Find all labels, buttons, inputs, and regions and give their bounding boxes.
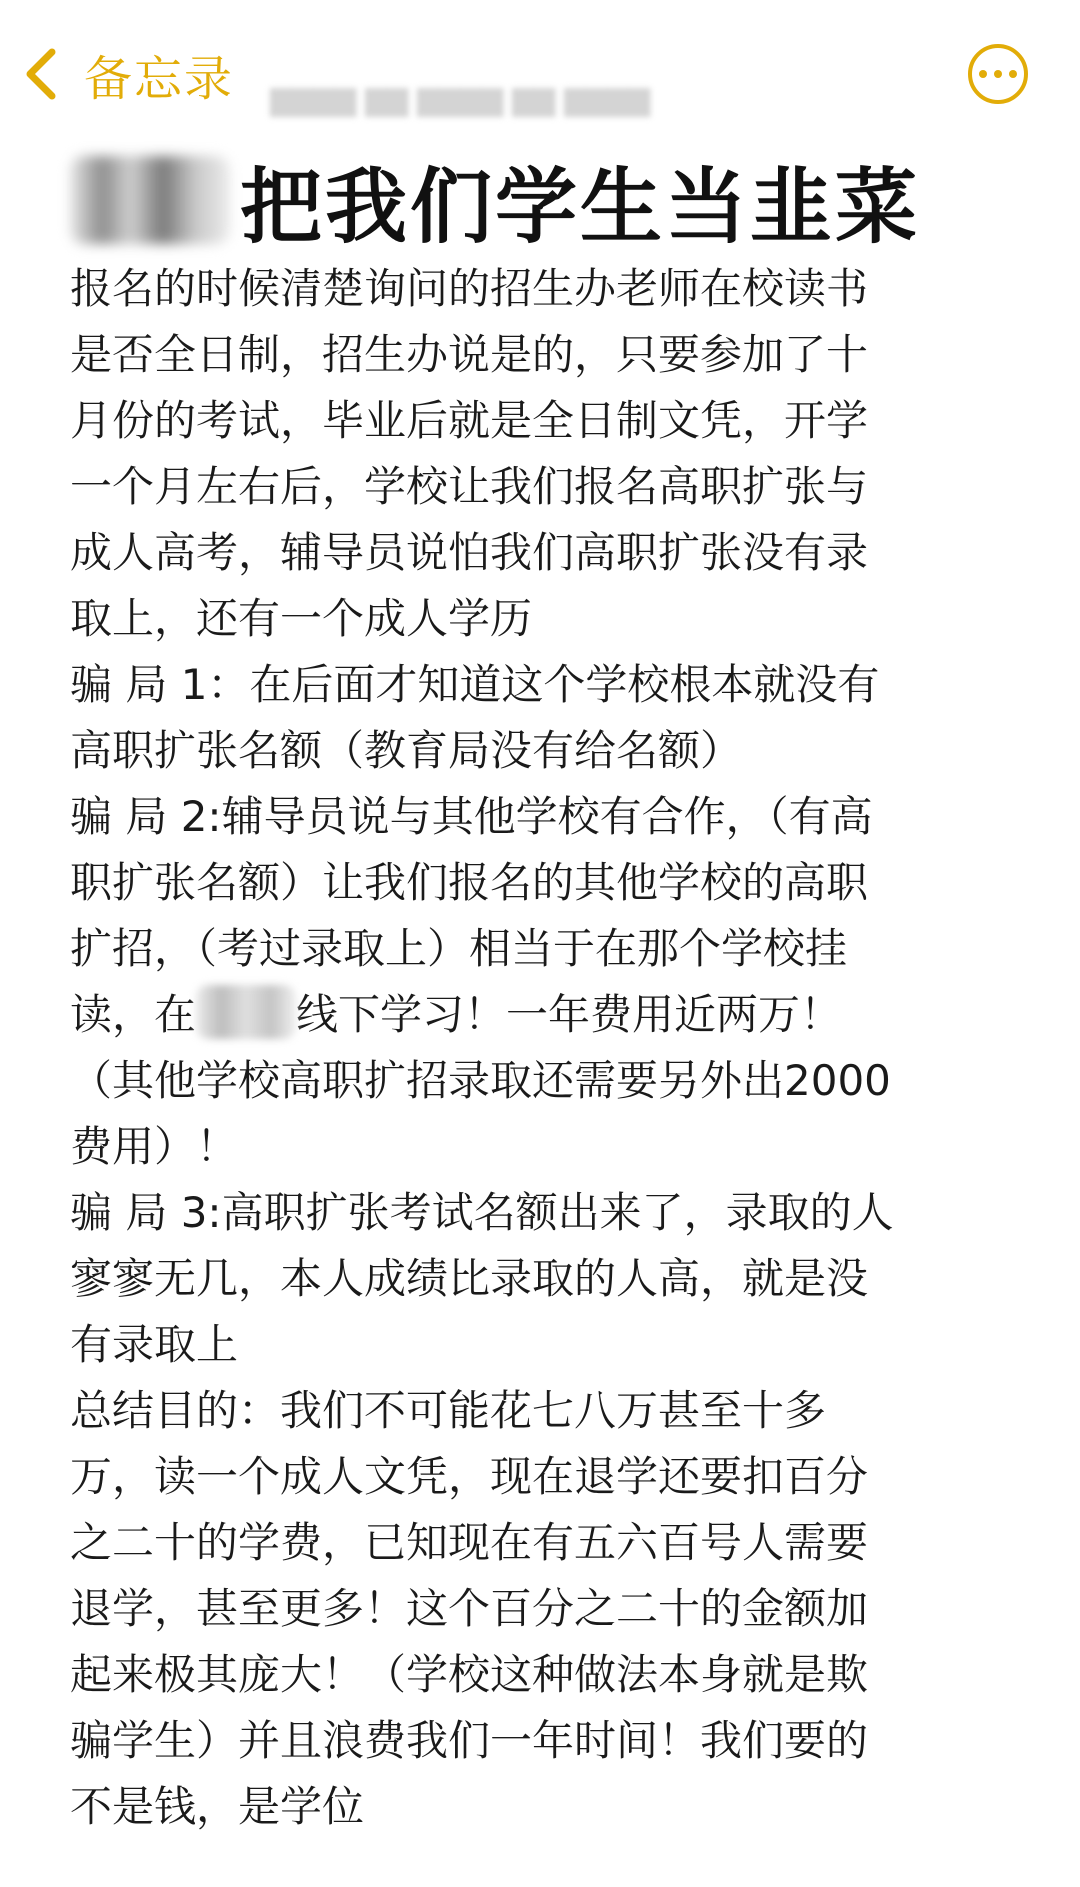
ellipsis-dot: [994, 70, 1002, 78]
note-title: 把我们学生当韭菜: [240, 159, 921, 255]
note-line: 骗 局 2:辅导员说与其他学校有合作，（有高: [70, 792, 873, 841]
note-line: 不是钱，是学位: [70, 1782, 365, 1831]
note-line: 职扩张名额）让我们报名的其他学校的高职: [70, 858, 869, 907]
back-label: 备忘录: [84, 50, 235, 107]
redacted-school-name: [70, 156, 230, 244]
note-line-with-redaction: [70, 982, 1030, 1048]
note-line: 骗学生）并且浪费我们一年时间！我们要的: [70, 1716, 869, 1765]
note-line: 高职扩张名额（教育局没有给名额）: [70, 726, 743, 775]
more-options-button[interactable]: [968, 44, 1028, 104]
note-line: 是否全日制，招生办说是的，只要参加了十: [70, 330, 869, 379]
note-line: 成人高考，辅导员说怕我们高职扩张没有录: [70, 528, 869, 577]
ellipsis-dot: [1009, 70, 1017, 78]
note-line: 费用）！: [70, 1122, 239, 1171]
note-line: 寥寥无几，本人成绩比录取的人高，就是没: [70, 1254, 869, 1303]
redacted-location: [196, 985, 296, 1039]
note-line: 有录取上: [70, 1320, 239, 1369]
note-line: 扩招，（考过录取上）相当于在那个学校挂: [70, 924, 848, 973]
blurred-date-line: ▇▇▇▇ ▇▇ ▇▇▇▇ ▇▇ ▇▇▇▇: [270, 84, 651, 117]
back-button[interactable]: [22, 42, 234, 106]
note-line: 之二十的学费，已知现在有五六百号人需要: [70, 1518, 869, 1567]
note-line: 起来极其庞大！（学校这种做法本身就是欺: [70, 1650, 869, 1699]
note-line: 退学，甚至更多！这个百分之二十的金额加: [70, 1584, 869, 1633]
note-line: 骗 局 1：在后面才知道这个学校根本就没有: [70, 660, 880, 709]
note-line: 骗 局 3:高职扩张考试名额出来了，录取的人: [70, 1188, 894, 1237]
note-body[interactable]: [70, 256, 1030, 1840]
ellipsis-circle-icon: [979, 70, 987, 78]
note-line: 一个月左右后，学校让我们报名高职扩张与: [70, 462, 869, 511]
note-line: 报名的时候清楚询问的招生办老师在校读书: [70, 264, 869, 313]
note-line: 万，读一个成人文凭，现在退学还要扣百分: [70, 1452, 869, 1501]
note-line: 取上，还有一个成人学历: [70, 594, 533, 643]
note-line-segment: 读，在: [70, 990, 197, 1039]
note-line-segment: 线下学习！一年费用近两万！: [296, 990, 843, 1039]
note-title-row: [70, 150, 921, 255]
chevron-left-icon: [22, 44, 62, 104]
note-line: （其他学校高职扩招录取还需要另外出2000: [70, 1056, 891, 1105]
note-line: 总结目的：我们不可能花七八万甚至十多: [70, 1386, 827, 1435]
note-line: 月份的考试，毕业后就是全日制文凭，开学: [70, 396, 869, 445]
navigation-bar: [0, 0, 1080, 150]
